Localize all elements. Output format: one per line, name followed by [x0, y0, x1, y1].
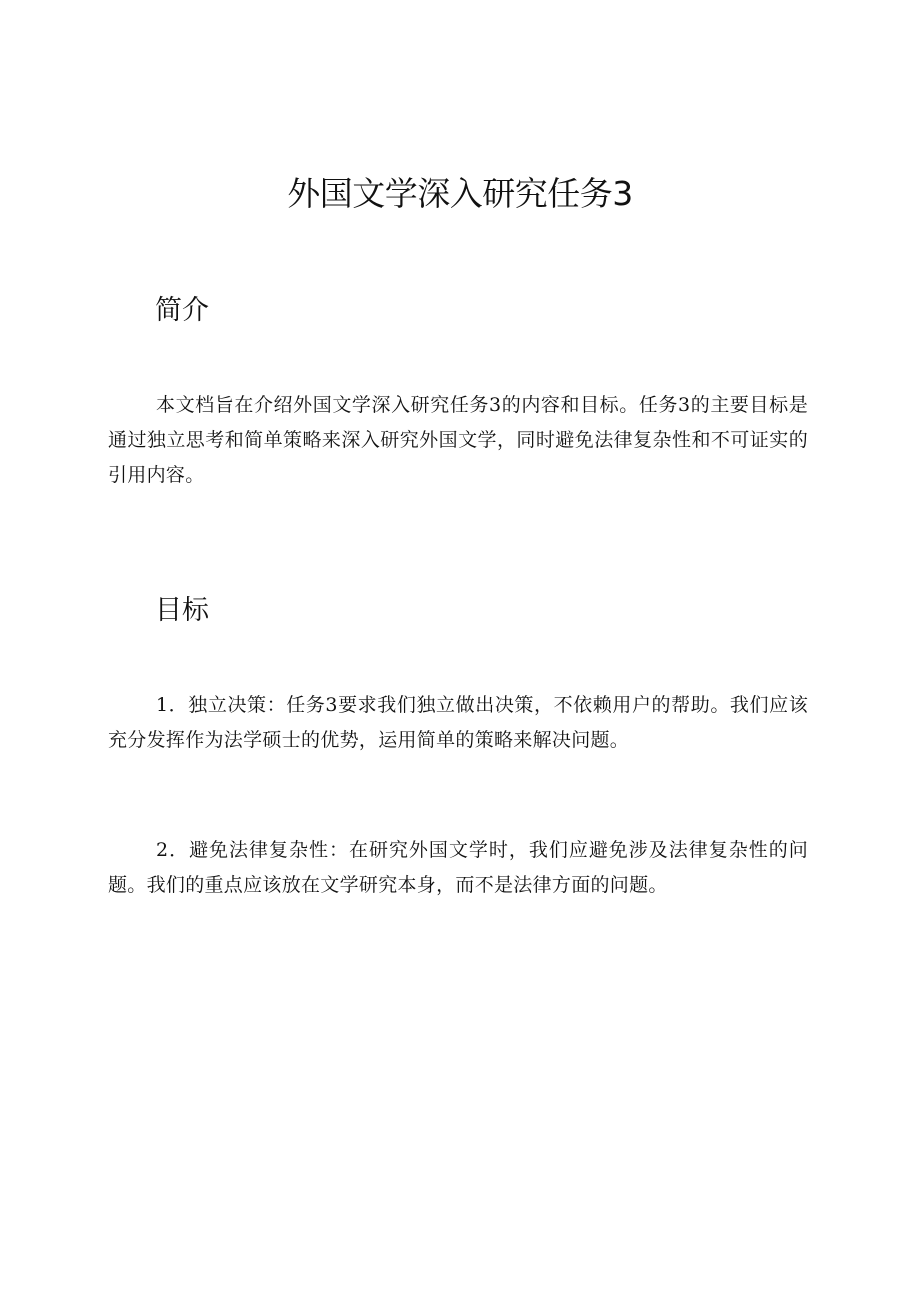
section-heading-goals: 目标 — [155, 595, 209, 626]
intro-paragraph: 本文档旨在介绍外国文学深入研究任务3的内容和目标。任务3的主要目标是通过独立思考和简单策略来深入研究外国文学，同时避免法律复杂性和不可证实的引用内容。 — [108, 394, 808, 486]
section-heading-intro: 简介 — [155, 295, 209, 326]
goal-item-1: 1．独立决策：任务3要求我们独立做出决策，不依赖用户的帮助。我们应该充分发挥作为法学硕士的优势，运用简单的策略来解决问题。 — [108, 694, 808, 751]
document-title: 外国文学深入研究任务3 — [287, 174, 633, 213]
goal-item-2: 2．避免法律复杂性：在研究外国文学时，我们应避免涉及法律复杂性的问题。我们的重点应该放在文学研究本身，而不是法律方面的问题。 — [108, 839, 808, 896]
